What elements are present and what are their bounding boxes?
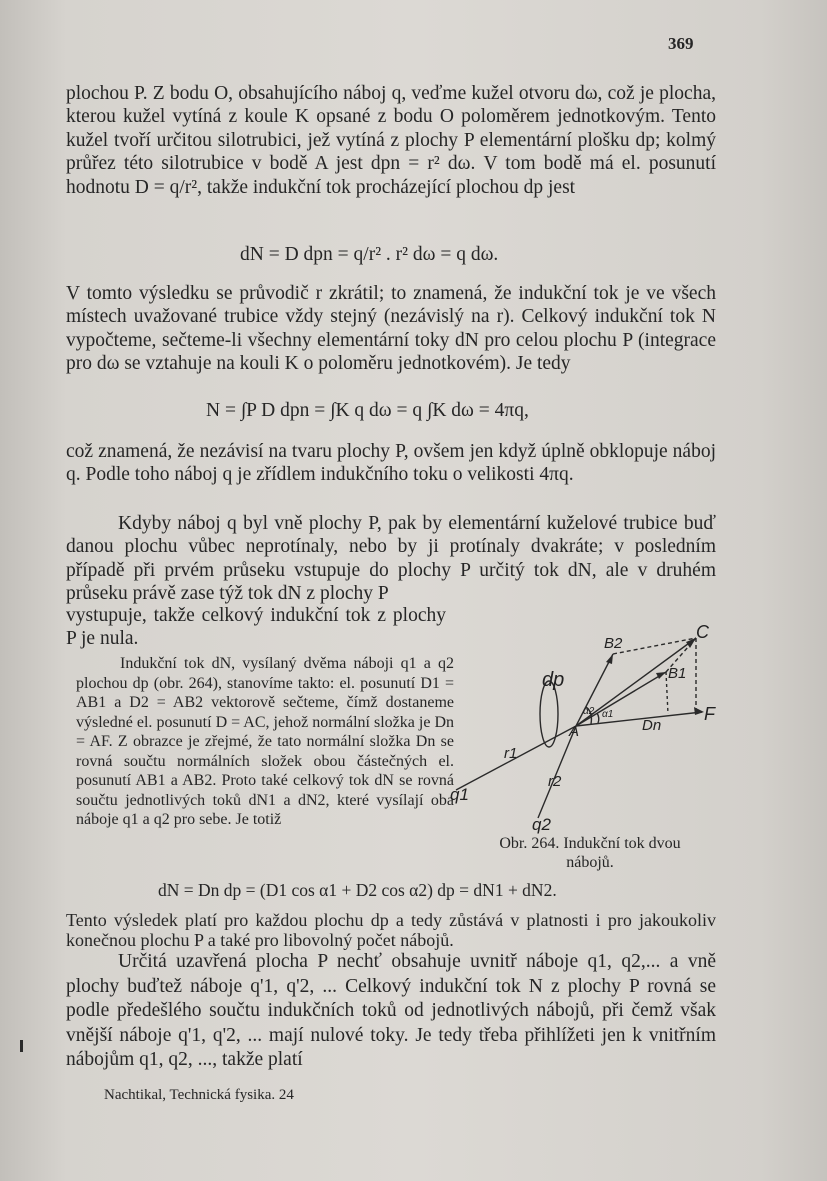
paragraph-3: což znamená, že nezávisí na tvaru plochy P, ovšem jen když úplně obklopuje náboj q. Podle toho náboj q je zřídlem indukčního toku o velikosti 4πq. <box>66 441 716 486</box>
label-dp: dp <box>542 669 565 691</box>
paragraph-4: Kdyby náboj q byl vně plochy P, pak by elementární kuželové trubice buď danou plochu vůbec neprotínaly, nebo by ji protínaly dvakráte; v posledním případě při prvém průseku vstupuje do plochy P určitý tok dN, ale v druhém průseku právě zase týž tok dN z plochy P <box>66 513 716 605</box>
arrowhead-B1 <box>656 672 666 679</box>
label-q1: q1 <box>450 785 469 804</box>
figure-caption: Obr. 264. Indukční tok dvou nábojů. <box>499 835 681 871</box>
paragraph-4-end: vystupuje, takže celkový indukční tok z plochy P je nula. <box>66 605 446 650</box>
label-C: C <box>696 622 709 642</box>
label-q2: q2 <box>532 815 551 834</box>
page-number: 369 <box>668 34 694 53</box>
label-r1: r1 <box>504 745 518 762</box>
equation-N-integral: N = ∫P D dpn = ∫K q dω = q ∫K dω = 4πq, <box>206 400 529 421</box>
label-Dn: Dn <box>642 717 662 734</box>
paragraph-6: Určitá uzavřená plocha P nechť obsahuje uvnitř náboje q1, q2,... a vně plochy buďtež náboje q'1, q'2, ... Celkový indukční tok N z plochy P rovná se podle předešlého součtu indukčních toků od jednotlivých nábojů, při čemž však vnější náboje q'1, q'2, ... mají nulové toky. Je tedy třeba přihlížeti jen k vnitřním nábojům q1, q2, ..., takže platí <box>66 951 716 1070</box>
label-A: A <box>569 723 580 740</box>
label-a1: α1 <box>602 709 614 720</box>
parallelogram-dash-1 <box>613 638 696 654</box>
footer-signature: Nachtikal, Technická fysika. 24 <box>104 1087 294 1103</box>
angle-arc-a1 <box>597 713 599 723</box>
label-B1: B1 <box>668 665 687 682</box>
arrowhead-B2 <box>606 654 613 664</box>
label-B2: B2 <box>604 635 623 652</box>
paragraph-2: V tomto výsledku se průvodič r zkrátil; to znamená, že indukční tok je ve všech místech uvažované trubice vždy stejný (nezávislý na r). Celkový indukční tok N vypočteme, sečteme-li všechny elementární toky dN pro celou plochu P (integrace pro dω se vztahuje na kouli K o poloměru jednotkovém). Je tedy <box>66 283 716 375</box>
equation-dN: dN = D dpn = q/r² . r² dω = q dω. <box>240 244 499 265</box>
label-r2: r2 <box>548 773 562 790</box>
label-a2: α2 <box>583 706 595 717</box>
paragraph-5: Tento výsledek platí pro každou plochu dp a tedy zůstává v platnosti i pro jakoukoliv konečnou plochu P a také pro libovolný počet nábojů. <box>66 910 716 950</box>
margin-mark <box>20 1040 23 1052</box>
paragraph-1: plochou P. Z bodu O, obsahujícího náboj q, veďme kužel otvoru dω, což je plocha, kterou kužel vytíná z koule K opsané z bodu O poloměrem jednotkovým. Tento kužel tvoří určitou silotrubici, jež vytíná z plochy P elementární plošku dp; kolmý průřez této silotrubice v bodě A jest dpn = r² dω. V tom bodě má el. posunutí hodnotu D = q/r², takže indukční tok procházející plochou dp jest <box>66 83 716 198</box>
small-print-paragraph: Indukční tok dN, vysílaný dvěma náboji q1 a q2 plochou dp (obr. 264), stanovíme takto: el. posunutí D1 = AB1 a D2 = AB2 vektorově sečteme, čímž dostaneme výsledné el. posunutí D = AC, jehož normální složka je Dn = AF. Z obrazce je zřejmé, že tato normální složka Dn se rovná součtu normálních složek obou částečných el. posunutí AB1 a AB2. Proto také celkový tok dN se rovná součtu jednotlivých toků dN1 a dN2, které vysílají oba náboje q1 a q2 pro sebe. Je totiž <box>76 655 454 828</box>
figure-264-diagram <box>448 618 718 840</box>
label-F: F <box>704 704 715 724</box>
arrowhead-F <box>694 707 704 715</box>
equation-dN-sum: dN = Dn dp = (D1 cos α1 + D2 cos α2) dp = dN1 + dN2. <box>158 880 557 900</box>
